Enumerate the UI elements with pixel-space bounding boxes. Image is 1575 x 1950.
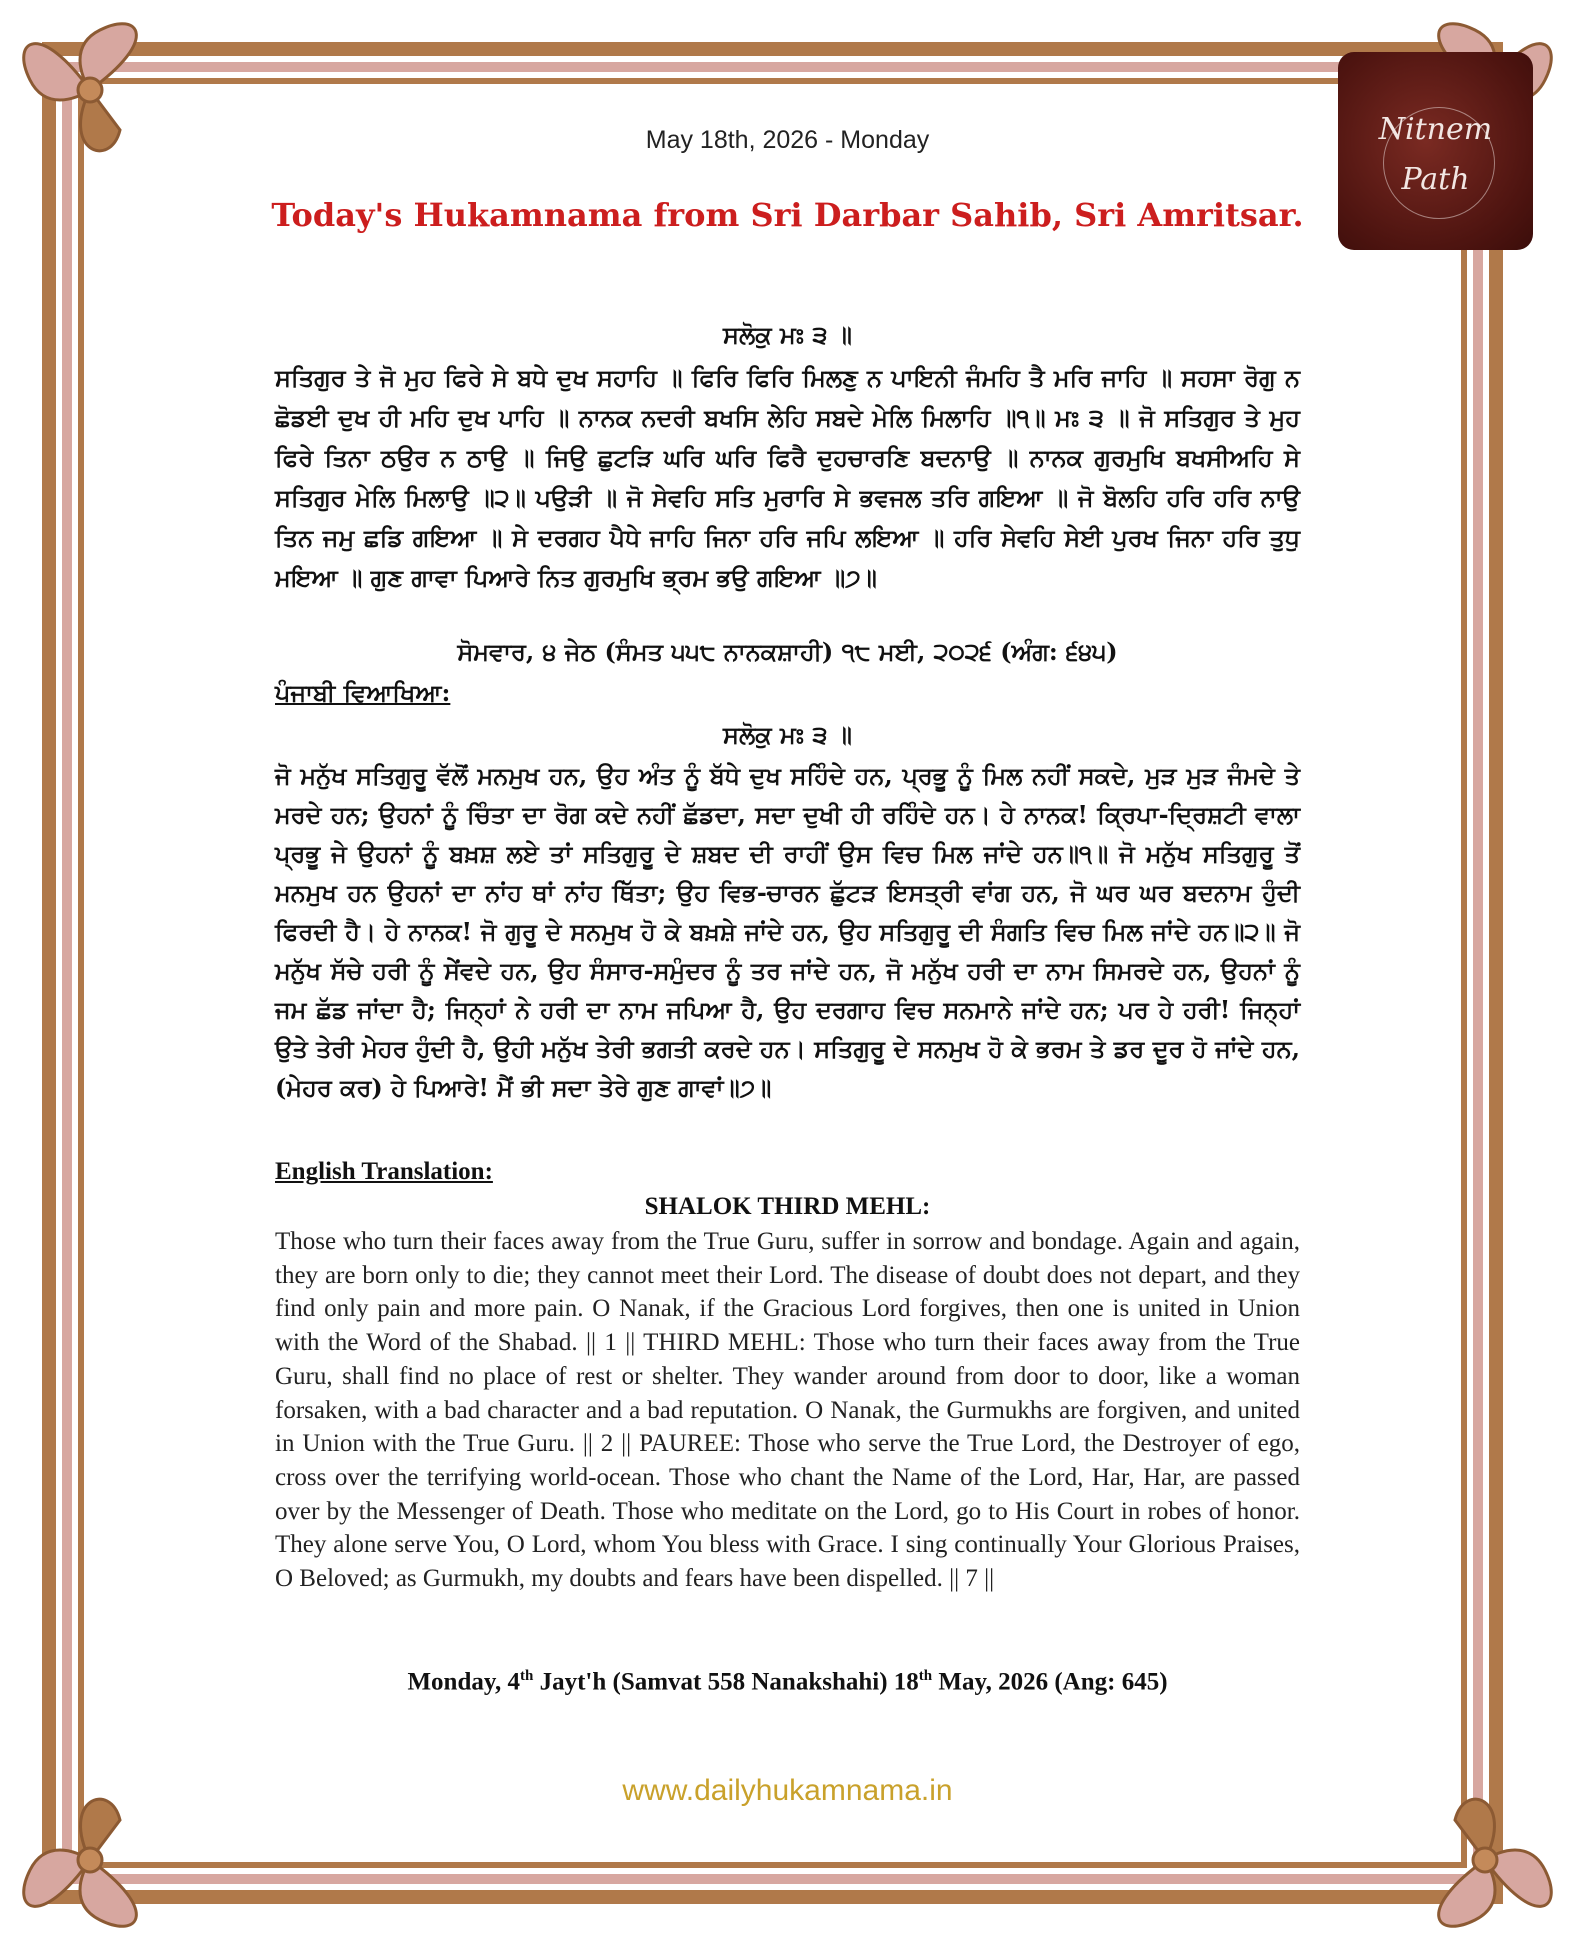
- english-translation-heading: English Translation:: [275, 1158, 493, 1185]
- english-date-part: Monday, 4: [407, 1668, 520, 1696]
- logo-line-2: Path: [1401, 162, 1470, 197]
- punjabi-explanation-subheading: ਸਲੋਕੁ ਮਃ ੩ ॥: [723, 720, 852, 749]
- english-translation-text: Those who turn their faces away from the True Guru, suffer in sorrow and bondage. Again and again, they are born only to die; they cannot meet their Lord. The disease of doubt does not depart, and they find only pain and more pain. O Nanak, if the Gracious Lord forgives, then one is united in Union with the Word of the Shabad. || 1 || THIRD MEHL: Those who turn their faces away from the True Guru, shall find no place of rest or shelter. They wander around from door to door, like a woman forsaken, with a bad character and a bad reputation. O Nanak, the Gurmukhs are forgiven, and united in Union with the True Guru. || 2 || PAUREE: Those who serve the True Lord, the Destroyer of ego, cross over the terrifying world-ocean. Those who chant the Name of the Lord, Har, Har, are passed over by the Messenger of Death. Those who meditate on the Lord, go to His Court in robes of honor. They alone serve You, O Lord, whom You bless with Grace. I sing continually Your Glorious Praises, O Beloved; as Gurmukh, my doubts and fears have been dispelled. || 7 ||: [275, 1228, 1300, 1593]
- english-date-sup: th: [918, 1668, 933, 1684]
- english-date-part: May, 2026 (Ang: 645): [932, 1668, 1168, 1696]
- gurbani-text: ਸਤਿਗੁਰ ਤੇ ਜੋ ਮੁਹ ਫਿਰੇ ਸੇ ਬਧੇ ਦੁਖ ਸਹਾਹਿ ॥ ਫਿਰਿ ਫਿਰਿ ਮਿਲਣੁ ਨ ਪਾਇਨੀ ਜੰਮਹਿ ਤੈ ਮਰਿ ਜਾਹਿ ॥ ਸਹਸਾ ਰੋਗੁ ਨ ਛੋਡਈ ਦੁਖ ਹੀ ਮਹਿ ਦੁਖ ਪਾਹਿ ॥ ਨਾਨਕ ਨਦਰੀ ਬਖਸਿ ਲੇਹਿ ਸਬਦੇ ਮੇਲਿ ਮਿਲਾਹਿ ॥੧॥ ਮਃ ੩ ॥ ਜੋ ਸਤਿਗੁਰ ਤੇ ਮੁਹ ਫਿਰੇ ਤਿਨਾ ਠਉਰ ਨ ਠਾਉ ॥ ਜਿਉ ਛੁਟੜਿ ਘਰਿ ਘਰਿ ਫਿਰੈ ਦੁਹਚਾਰਣਿ ਬਦਨਾਉ ॥ ਨਾਨਕ ਗੁਰਮੁਖਿ ਬਖਸੀਅਹਿ ਸੇ ਸਤਿਗੁਰ ਮੇਲਿ ਮਿਲਾਉ ॥੨॥ ਪਉੜੀ ॥ ਜੋ ਸੇਵਹਿ ਸਤਿ ਮੁਰਾਰਿ ਸੇ ਭਵਜਲ ਤਰਿ ਗਇਆ ॥ ਜੋ ਬੋਲਹਿ ਹਰਿ ਹਰਿ ਨਾਉ ਤਿਨ ਜਮੁ ਛਡਿ ਗਇਆ ॥ ਸੇ ਦਰਗਹ ਪੈਧੇ ਜਾਹਿ ਜਿਨਾ ਹਰਿ ਜਪਿ ਲਇਆ ॥ ਹਰਿ ਸੇਵਹਿ ਸੇਈ ਪੁਰਖ ਜਿਨਾ ਹਰਿ ਤੁਧੁ ਮਇਆ ॥ ਗੁਣ ਗਾਵਾ ਪਿਆਰੇ ਨਿਤ ਗੁਰਮੁਖਿ ਭ੍ਰਮ ਭਉ ਗਇਆ ॥੭॥: [275, 363, 1300, 592]
- header-date: May 18th, 2026 - Monday: [645, 126, 930, 154]
- english-date-line: [275, 1668, 1300, 1696]
- punjabi-date-line: ਸੋਮਵਾਰ, ੪ ਜੇਠ (ਸੰਮਤ ੫੫੮ ਨਾਨਕਸ਼ਾਹੀ) ੧੮ ਮਈ, ੨੦੨੬ (ਅੰਗ: ੬੪੫): [457, 637, 1118, 666]
- logo-line-1: Nitnem: [1378, 112, 1493, 147]
- gurbani-heading: ਸਲੋਕੁ ਮਃ ੩ ॥: [723, 320, 852, 349]
- page-title: Today's Hukamnama from Sri Darbar Sahib, Sri Amritsar.: [271, 196, 1304, 234]
- english-translation-subheading: SHALOK THIRD MEHL:: [644, 1193, 931, 1220]
- website-link[interactable]: www.dailyhukamnama.in: [622, 1774, 953, 1807]
- english-date-sup: th: [519, 1668, 534, 1684]
- english-date-part: Jayt'h (Samvat 558 Nanakshahi) 18: [533, 1668, 919, 1696]
- punjabi-explanation-text: ਜੋ ਮਨੁੱਖ ਸਤਿਗੁਰੂ ਵੱਲੋਂ ਮਨਮੁਖ ਹਨ, ਉਹ ਅੰਤ ਨੂੰ ਬੱਧੇ ਦੁਖ ਸਹਿੰਦੇ ਹਨ, ਪ੍ਰਭੂ ਨੂੰ ਮਿਲ ਨਹੀਂ ਸਕਦੇ, ਮੁੜ ਮੁੜ ਜੰਮਦੇ ਤੇ ਮਰਦੇ ਹਨ; ਉਹਨਾਂ ਨੂੰ ਚਿੰਤਾ ਦਾ ਰੋਗ ਕਦੇ ਨਹੀਂ ਛੱਡਦਾ, ਸਦਾ ਦੁਖੀ ਹੀ ਰਹਿੰਦੇ ਹਨ। ਹੇ ਨਾਨਕ! ਕ੍ਰਿਪਾ-ਦ੍ਰਿਸ਼ਟੀ ਵਾਲਾ ਪ੍ਰਭੂ ਜੇ ਉਹਨਾਂ ਨੂੰ ਬਖ਼ਸ਼ ਲਏ ਤਾਂ ਸਤਿਗੁਰੂ ਦੇ ਸ਼ਬਦ ਦੀ ਰਾਹੀਂ ਉਸ ਵਿਚ ਮਿਲ ਜਾਂਦੇ ਹਨ॥੧॥ ਜੋ ਮਨੁੱਖ ਸਤਿਗੁਰੂ ਤੋਂ ਮਨਮੁਖ ਹਨ ਉਹਨਾਂ ਦਾ ਨਾਂਹ ਥਾਂ ਨਾਂਹ ਥਿੱਤਾ; ਉਹ ਵਿਭ-ਚਾਰਨ ਛੁੱਟੜ ਇਸਤ੍ਰੀ ਵਾਂਗ ਹਨ, ਜੋ ਘਰ ਘਰ ਬਦਨਾਮ ਹੁੰਦੀ ਫਿਰਦੀ ਹੈ। ਹੇ ਨਾਨਕ! ਜੋ ਗੁਰੂ ਦੇ ਸਨਮੁਖ ਹੋ ਕੇ ਬਖ਼ਸ਼ੇ ਜਾਂਦੇ ਹਨ, ਉਹ ਸਤਿਗੁਰੂ ਦੀ ਸੰਗਤਿ ਵਿਚ ਮਿਲ ਜਾਂਦੇ ਹਨ॥੨॥ ਜੋ ਮਨੁੱਖ ਸੱਚੇ ਹਰੀ ਨੂੰ ਸੇਂਵਦੇ ਹਨ, ਉਹ ਸੰਸਾਰ-ਸਮੁੰਦਰ ਨੂੰ ਤਰ ਜਾਂਦੇ ਹਨ, ਜੋ ਮਨੁੱਖ ਹਰੀ ਦਾ ਨਾਮ ਸਿਮਰਦੇ ਹਨ, ਉਹਨਾਂ ਨੂੰ ਜਮ ਛੱਡ ਜਾਂਦਾ ਹੈ; ਜਿਨ੍ਹਾਂ ਨੇ ਹਰੀ ਦਾ ਨਾਮ ਜਪਿਆ ਹੈ, ਉਹ ਦਰਗਾਹ ਵਿਚ ਸਨਮਾਨੇ ਜਾਂਦੇ ਹਨ; ਪਰ ਹੇ ਹਰੀ! ਜਿਨ੍ਹਾਂ ਉਤੇ ਤੇਰੀ ਮੇਹਰ ਹੁੰਦੀ ਹੈ, ਉਹੀ ਮਨੁੱਖ ਤੇਰੀ ਭਗਤੀ ਕਰਦੇ ਹਨ। ਸਤਿਗੁਰੂ ਦੇ ਸਨਮੁਖ ਹੋ ਕੇ ਭਰਮ ਤੇ ਡਰ ਦੂਰ ਹੋ ਜਾਂਦੇ ਹਨ, (ਮੇਹਰ ਕਰ) ਹੇ ਪਿਆਰੇ! ਮੈਂ ਭੀ ਸਦਾ ਤੇਰੇ ਗੁਣ ਗਾਵਾਂ॥੭॥: [275, 761, 1301, 1102]
- punjabi-explanation-heading: ਪੰਜਾਬੀ ਵਿਆਖਿਆ:: [275, 678, 451, 707]
